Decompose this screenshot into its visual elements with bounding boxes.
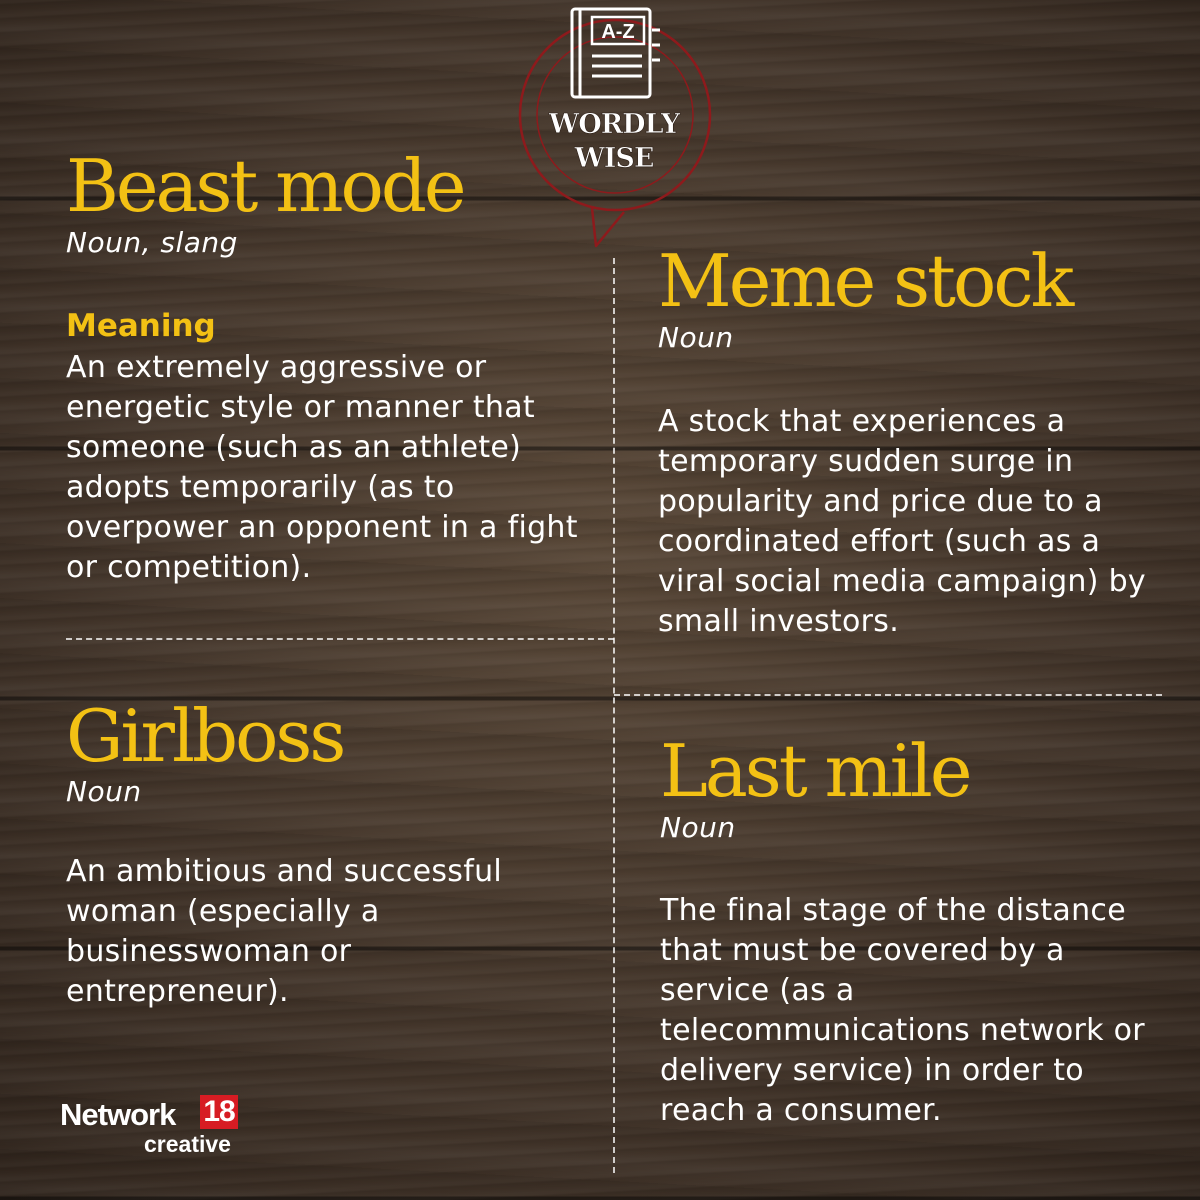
badge-line2: WISE <box>574 143 654 174</box>
vertical-divider <box>613 258 615 1173</box>
brand-name: Network <box>60 1097 176 1132</box>
meaning-label: Meaning <box>66 308 216 344</box>
pos-beast-mode: Noun, slang <box>66 226 238 259</box>
brand-number: 18 <box>200 1095 238 1129</box>
definition-beast-mode: An extremely aggressive or energetic style or manner that someone (such as an athlete) adopts temporarily (as to overpower an opponent in a fight or competition). <box>66 350 578 585</box>
term-girlboss: Girlboss <box>66 694 344 778</box>
network18-logo <box>60 1095 260 1165</box>
definition-last-mile: The final stage of the distance that must be covered by a service (as a telecommunications network or delivery service) in order to reach a consumer. <box>660 893 1145 1128</box>
term-last-mile: Last mile <box>660 729 970 813</box>
pos-meme-stock: Noun <box>658 321 734 354</box>
book-label: A-Z <box>601 21 635 43</box>
wordly-wise-badge <box>510 0 720 250</box>
definition-meme-stock: A stock that experiences a temporary sudden surge in popularity and price due to a coordinated effort (such as a viral social media campaign) by small investors. <box>658 404 1146 639</box>
pos-last-mile: Noun <box>660 811 736 844</box>
brand-sub: creative <box>144 1131 231 1157</box>
term-meme-stock: Meme stock <box>658 239 1072 323</box>
horizontal-divider-left <box>66 638 614 640</box>
term-beast-mode: Beast mode <box>66 144 464 228</box>
badge-tail <box>592 208 624 246</box>
horizontal-divider-right <box>614 694 1162 696</box>
pos-girlboss: Noun <box>66 775 142 808</box>
badge-line1: WORDLY <box>548 109 680 140</box>
definition-girlboss: An ambitious and successful woman (especially a businesswoman or entrepreneur). <box>66 854 503 1009</box>
